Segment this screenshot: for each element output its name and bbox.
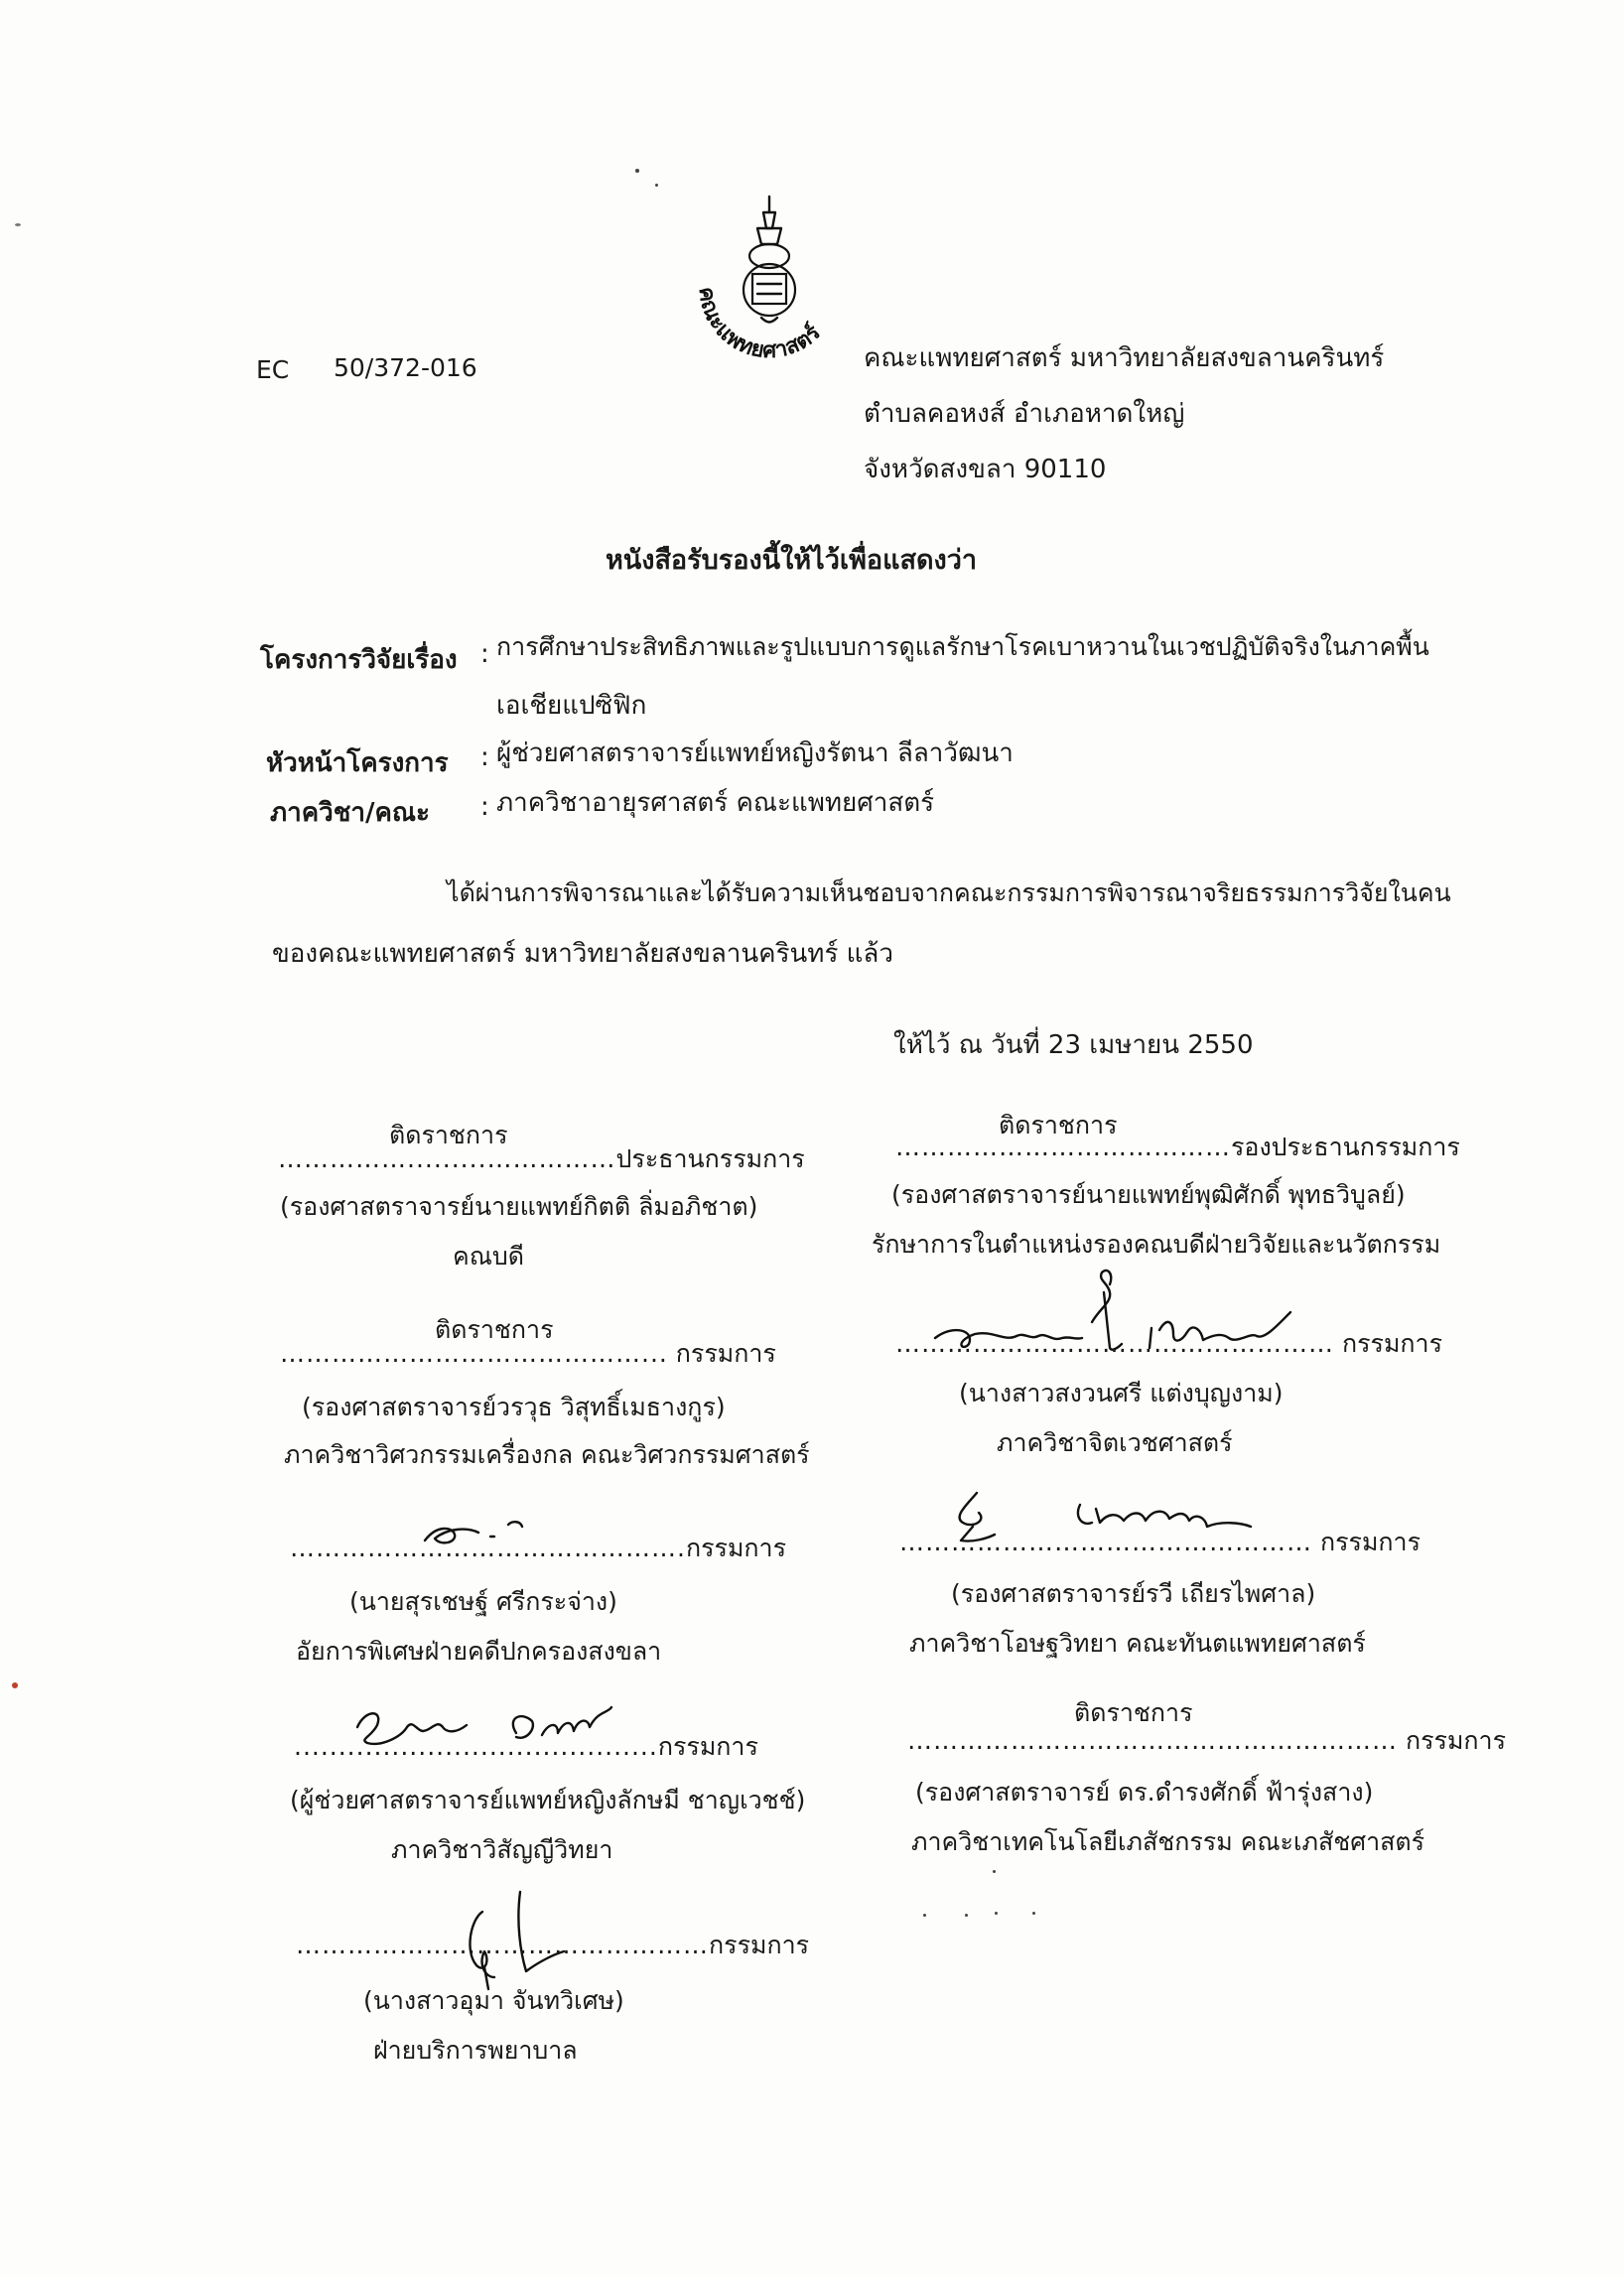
signatory-name: (รองศาสตราจารย์นายแพทย์กิตติ ลิ่มอภิชาต) bbox=[280, 1192, 758, 1221]
signature-line bbox=[895, 1324, 1442, 1364]
signature-dots: ......................................... bbox=[294, 1732, 658, 1761]
signatory-name: (นายสุรเชษฐ์ ศรีกระจ่าง) bbox=[349, 1587, 617, 1616]
project-title-value: การศึกษาประสิทธิภาพและรูปแบบการดูแลรักษาโรคเบาหวานในเวชปฏิบัติจริงในภาคพื้น bbox=[496, 632, 1429, 661]
signatory-role: ประธานกรรมการ bbox=[615, 1144, 805, 1173]
scan-speck bbox=[635, 169, 639, 173]
body-line-1: ได้ผ่านการพิจารณาและได้รับความเห็นชอบจากคณะกรรมการพิจารณาจริยธรรมการวิจัยในคน bbox=[447, 878, 1451, 907]
signature-line bbox=[278, 1139, 805, 1179]
signatory-name: (รองศาสตราจารย์ ดร.ดำรงศักดิ์ ฟ้ารุ่งสาง) bbox=[915, 1778, 1374, 1807]
ec-prefix: EC bbox=[256, 355, 290, 384]
scan-speck bbox=[923, 1914, 926, 1917]
svg-text:คณะแพทยศาสตร์ bbox=[694, 286, 826, 363]
project-lead-label: หัวหน้าโครงการ bbox=[266, 748, 449, 778]
project-lead-value: ผู้ช่วยศาสตราจารย์แพทย์หญิงรัตนา ลีลาวัฒนา bbox=[496, 738, 1014, 768]
signature-dots: ……………………………………... bbox=[280, 1339, 668, 1368]
department-label: ภาควิชา/คณะ bbox=[270, 798, 430, 828]
signature-dots: …………….........…………… bbox=[278, 1144, 616, 1173]
department-sep: : bbox=[480, 792, 489, 822]
signatory-title: รักษาการในตำแหน่งรองคณบดีฝ่ายวิจัยและนวัตกรรม bbox=[872, 1230, 1441, 1259]
seal-arc-text: คณะแพทยศาสตร์ bbox=[693, 285, 826, 364]
address-line-3: จังหวัดสงขลา 90110 bbox=[864, 455, 1107, 484]
ec-number: 50/372-016 bbox=[334, 353, 477, 382]
signatory-title: ภาควิชาเทคโนโลยีเภสัชกรรม คณะเภสัชศาสตร์ bbox=[911, 1827, 1425, 1856]
scan-speck bbox=[15, 223, 21, 226]
document-title: หนังสือรับรองนี้ให้ไว้เพื่อแสดงว่า bbox=[606, 545, 978, 576]
signature-line bbox=[290, 1529, 786, 1568]
address-line-1: คณะแพทยศาสตร์ มหาวิทยาลัยสงขลานครินทร์ bbox=[864, 343, 1385, 373]
signature-dots: ………………………………………. bbox=[290, 1534, 686, 1562]
signatory-role: กรรมการ bbox=[685, 1534, 787, 1562]
signature-dots: ………………………………………… bbox=[899, 1528, 1312, 1556]
signature-line bbox=[895, 1128, 1460, 1167]
project-title-value-cont: เอเชียแปซิฟิก bbox=[496, 691, 647, 721]
body-line-2: ของคณะแพทยศาสตร์ มหาวิทยาลัยสงขลานครินทร์ แล้ว bbox=[272, 939, 893, 969]
signatory-title: อัยการพิเศษฝ่ายคดีปกครองสงขลา bbox=[296, 1637, 662, 1666]
signatory-role: กรรมการ bbox=[667, 1339, 776, 1368]
signatory-title: คณบดี bbox=[453, 1242, 525, 1271]
scan-speck bbox=[1032, 1912, 1035, 1915]
signature-line bbox=[899, 1523, 1421, 1562]
project-title-label: โครงการวิจัยเรื่อง bbox=[260, 645, 458, 675]
project-title-sep: : bbox=[480, 639, 489, 669]
signatory-name: (รองศาสตราจารย์รวี เถียรไพศาล) bbox=[951, 1579, 1316, 1608]
signatory-name: (รองศาสตราจารย์นายแพทย์พุฒิศักดิ์ พุทธวิบูลย์) bbox=[891, 1180, 1406, 1209]
signature-dots: ………………………………… bbox=[895, 1133, 1231, 1161]
absent-stamp: ติดราชการ bbox=[435, 1315, 554, 1344]
signatory-name: (นางสาวสงวนศรี แต่งบุญงาม) bbox=[959, 1379, 1284, 1407]
absent-stamp: ติดราชการ bbox=[389, 1121, 508, 1149]
signatory-role: รองประธานกรรมการ bbox=[1231, 1133, 1460, 1161]
signatory-role: กรรมการ bbox=[1398, 1726, 1507, 1755]
signature-dots: ………………………………………………… bbox=[907, 1726, 1398, 1755]
faculty-seal-emblem bbox=[680, 189, 859, 367]
signatory-title: ภาควิชาวิศวกรรมเครื่องกล คณะวิศวกรรมศาสตร์ bbox=[284, 1440, 810, 1469]
signatory-name: (นางสาวอุมา จันทวิเศษ) bbox=[363, 1986, 624, 2015]
scan-speck bbox=[655, 184, 658, 187]
signature-dots: …………………………………………… bbox=[895, 1329, 1334, 1358]
address-line-2: ตำบลคอหงส์ อำเภอหาดใหญ่ bbox=[864, 399, 1185, 429]
signature-line bbox=[294, 1727, 758, 1767]
signature-line bbox=[280, 1334, 776, 1374]
signatory-role: กรรมการ bbox=[657, 1732, 758, 1761]
signature-dots: ………………………………………… bbox=[296, 1931, 709, 1959]
scan-speck bbox=[995, 1912, 998, 1915]
issue-date: ให้ไว้ ณ วันที่ 23 เมษายน 2550 bbox=[893, 1030, 1254, 1060]
signatory-name: (รองศาสตราจารย์วรวุธ วิสุทธิ์เมธางกูร) bbox=[302, 1393, 726, 1421]
scan-speck bbox=[12, 1682, 18, 1688]
signatory-role: กรรมการ bbox=[1334, 1329, 1443, 1358]
signatory-title: ฝ่ายบริการพยาบาล bbox=[373, 2036, 578, 2065]
signatory-role: กรรมการ bbox=[1312, 1528, 1421, 1556]
signatory-title: ภาควิชาวิสัญญีวิทยา bbox=[391, 1835, 613, 1864]
absent-stamp: ติดราชการ bbox=[1074, 1698, 1193, 1727]
signatory-name: (ผู้ช่วยศาสตราจารย์แพทย์หญิงลักษมี ชาญเวชช์) bbox=[290, 1786, 806, 1814]
scan-speck bbox=[965, 1914, 968, 1917]
signatory-title: ภาควิชาจิตเวชศาสตร์ bbox=[997, 1428, 1233, 1457]
signature-line bbox=[907, 1721, 1506, 1761]
project-lead-sep: : bbox=[480, 742, 489, 772]
signature-line bbox=[296, 1926, 809, 1965]
scan-speck bbox=[993, 1870, 996, 1873]
signatory-title: ภาควิชาโอษฐวิทยา คณะทันตแพทยศาสตร์ bbox=[909, 1629, 1366, 1658]
department-value: ภาควิชาอายุรศาสตร์ คณะแพทยศาสตร์ bbox=[496, 788, 935, 818]
absent-stamp: ติดราชการ bbox=[999, 1111, 1118, 1139]
signatory-role: กรรมการ bbox=[709, 1931, 810, 1959]
